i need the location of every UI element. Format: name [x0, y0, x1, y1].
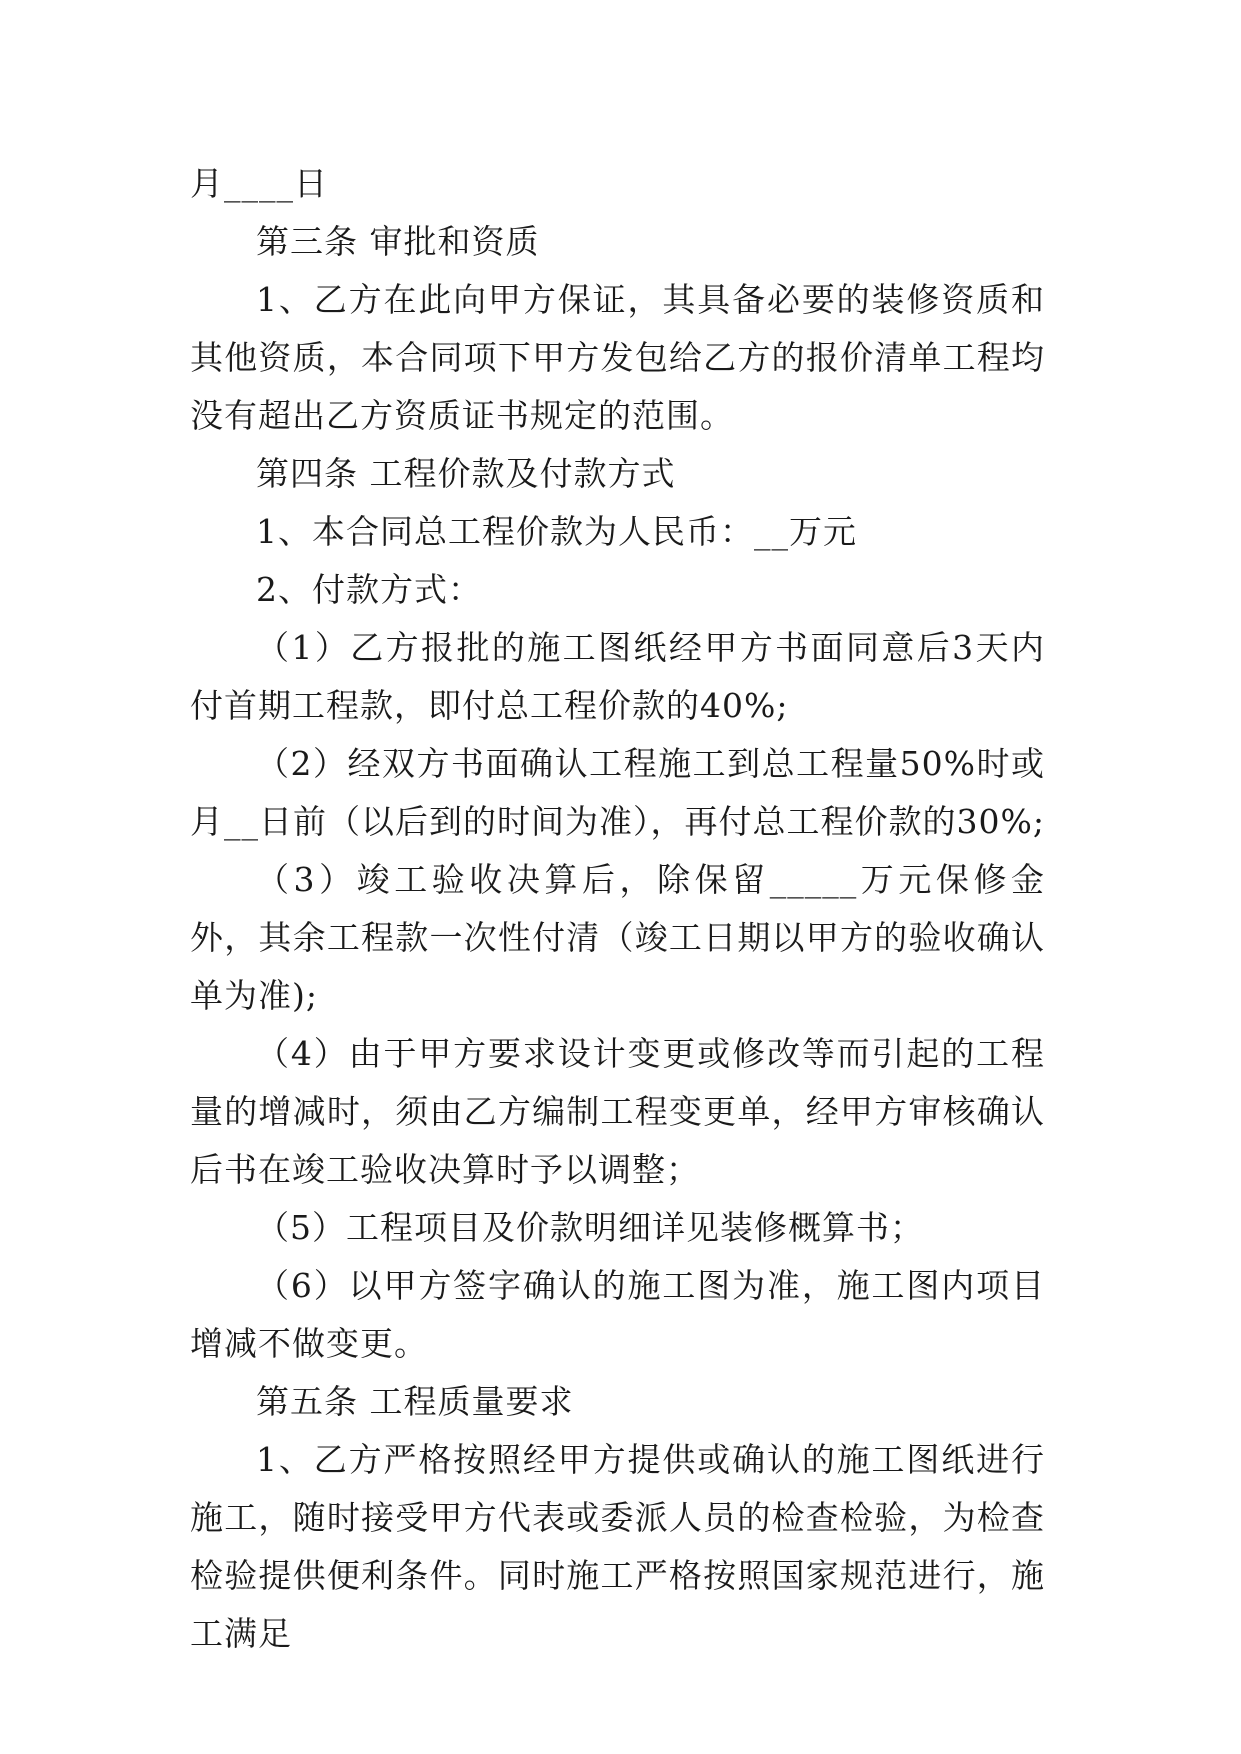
article-5-heading: 第五条 工程质量要求 [256, 1382, 574, 1421]
payment-item-4: （4）由于甲方要求设计变更或修改等而引起的工程量的增减时，须由乙方编制工程变更单，经甲方审核确认后书在竣工验收决算时予以调整； [190, 1034, 1045, 1189]
continuation-line: 月____日 [190, 164, 328, 203]
article-3-clause-1: 1、乙方在此向甲方保证，其具备必要的装修资质和其他资质，本合同项下甲方发包给乙方的报价清单工程均没有超出乙方资质证书规定的范围。 [190, 280, 1045, 435]
payment-item-1: （1）乙方报批的施工图纸经甲方书面同意后3天内付首期工程款，即付总工程价款的40%; [190, 628, 1045, 725]
payment-item-6: （6）以甲方签字确认的施工图为准，施工图内项目增减不做变更。 [190, 1266, 1045, 1363]
article-4-clause-2: 2、付款方式： [256, 570, 482, 609]
payment-item-3: （3）竣工验收决算后，除保留_____万元保修金外，其余工程款一次性付清（竣工日期以甲方的验收确认单为准); [190, 860, 1045, 1015]
article-4-clause-1: 1、本合同总工程价款为人民币：__万元 [256, 512, 857, 551]
article-4-heading: 第四条 工程价款及付款方式 [256, 454, 676, 493]
payment-item-2: （2）经双方书面确认工程施工到总工程量50%时或月__日前（以后到的时间为准），再付总工程价款的30%; [190, 744, 1045, 841]
article-5-clause-1: 1、乙方严格按照经甲方提供或确认的施工图纸进行施工，随时接受甲方代表或委派人员的检查检验，为检查检验提供便利条件。同时施工严格按照国家规范进行，施工满足 [190, 1440, 1045, 1653]
payment-item-5: （5）工程项目及价款明细详见装修概算书； [256, 1208, 924, 1247]
article-3-heading: 第三条 审批和资质 [256, 222, 540, 261]
document-body [190, 155, 1045, 1663]
